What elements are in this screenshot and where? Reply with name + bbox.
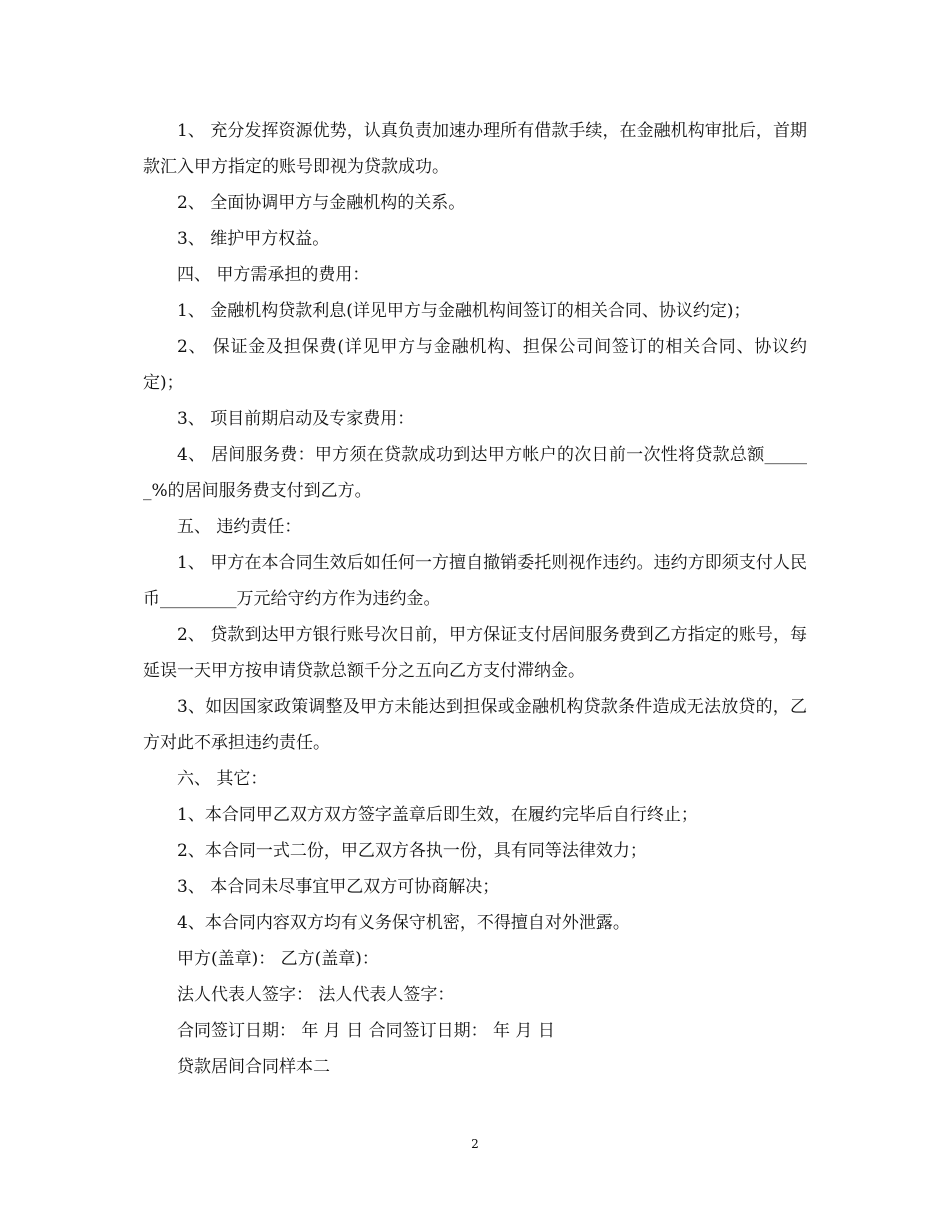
paragraph-fee-1: 1、 金融机构贷款利息(详见甲方与金融机构间签订的相关合同、协议约定)； [177,301,751,321]
section-heading-liability: 五、 违约责任： [177,517,302,537]
paragraph-other-1: 1、本合同甲乙双方双方签字盖章后即生效，在履约完毕后自行终止； [177,805,698,825]
section-heading-fees: 四、 甲方需承担的费用： [177,265,370,285]
document-body [143,113,807,1085]
next-sample-title: 贷款居间合同样本二 [177,1057,330,1077]
paragraph-other-3: 3、 本合同未尽事宜甲乙双方可协商解决； [177,877,500,897]
paragraph-other-2: 2、本合同一式二份，甲乙双方各执一份，具有同等法律效力； [177,841,647,861]
paragraph-liability-3: 3、如因国家政策调整及甲方未能达到担保或金融机构贷款条件造成无法放贷的，乙方对此不承担违约责任。 [143,697,807,753]
paragraph-other-4: 4、本合同内容双方均有义务保守机密，不得擅自对外泄露。 [177,913,630,933]
paragraph-obligation-2: 2、 全面协调甲方与金融机构的关系。 [177,193,466,213]
signature-date-line: 合同签订日期： 年 月 日 合同签订日期： 年 月 日 [177,1021,555,1041]
paragraph-obligation-1: 1、 充分发挥资源优势，认真负责加速办理所有借款手续，在金融机构审批后，首期款汇入甲方指定的账号即视为贷款成功。 [143,121,807,177]
paragraph-liability-2: 2、 贷款到达甲方银行账号次日前，甲方保证支付居间服务费到乙方指定的账号，每延误一天甲方按申请贷款总额千分之五向乙方支付滞纳金。 [143,625,807,681]
signature-representative-line: 法人代表人签字： 法人代表人签字： [177,985,455,1005]
paragraph-obligation-3: 3、 维护甲方权益。 [177,229,330,249]
section-heading-other: 六、 其它： [177,769,268,789]
page-number: 2 [471,1137,479,1151]
paragraph-fee-2: 2、 保证金及担保费(详见甲方与金融机构、担保公司间签订的相关合同、协议约定)； [143,337,807,393]
paragraph-liability-1: 1、 甲方在本合同生效后如任何一方擅自撤销委托则视作违约。违约方即须支付人民币_________万元给守约方作为违约金。 [143,553,807,609]
paragraph-fee-3: 3、 项目前期启动及专家费用： [177,409,415,429]
signature-seal-line: 甲方(盖章)： 乙方(盖章)： [177,949,379,969]
paragraph-fee-4: 4、 居间服务费：甲方须在贷款成功到达甲方帐户的次日前一次性将贷款总额______%的居间服务费支付到乙方。 [143,445,807,501]
